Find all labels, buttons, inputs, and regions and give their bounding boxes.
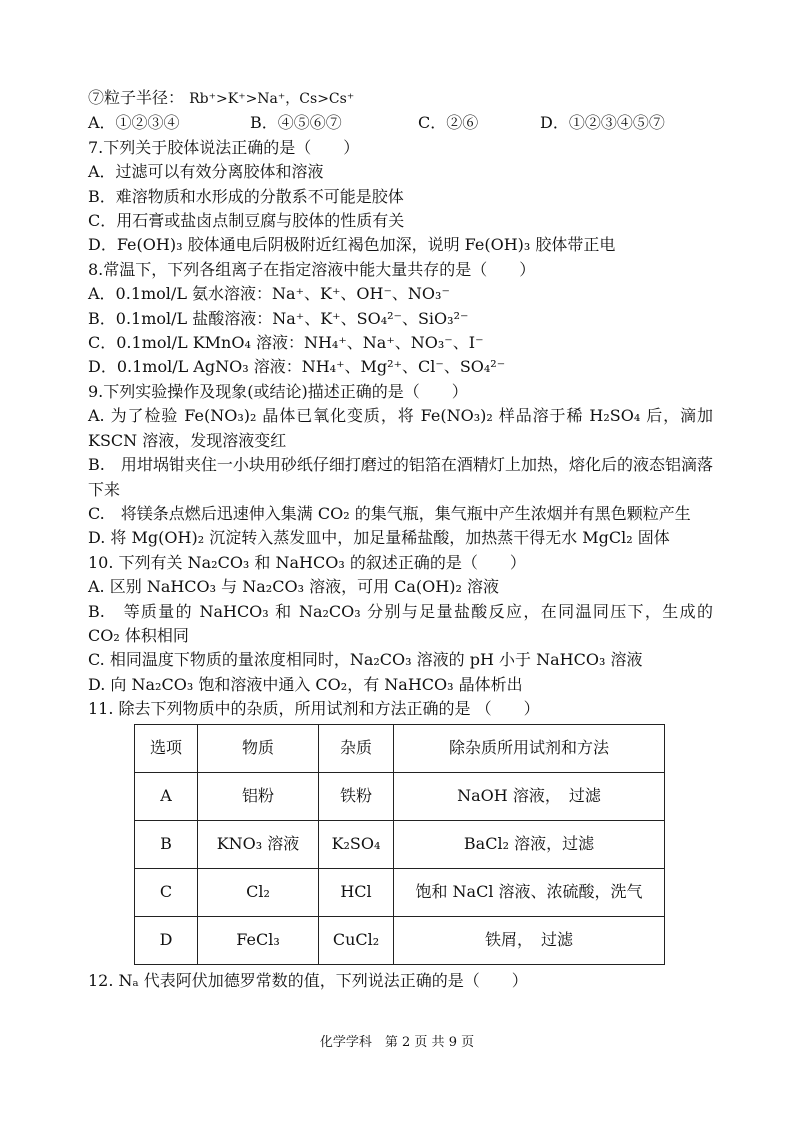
table-cell: 铁屑， 过滤 xyxy=(394,916,665,964)
q9-option-b: B. 用坩埚钳夹住一小块用砂纸仔细打磨过的铝箔在酒精灯上加热，熔化后的液态铝滴落下来 xyxy=(88,455,713,499)
table-cell: NaOH 溶液， 过滤 xyxy=(394,772,665,820)
q10-option-b: B. 等质量的 NaHCO₃ 和 Na₂CO₃ 分别与足量盐酸反应，在同温同压下，生成的 CO₂ 体积相同 xyxy=(88,601,730,645)
q7-option-c: C．用石膏或盐卤点制豆腐与胶体的性质有关 xyxy=(88,211,405,231)
q9-stem: 9.下列实验操作及现象(或结论)描述正确的是（ ） xyxy=(88,381,468,401)
ion-radius-order: Rb⁺>K⁺>Na⁺，Cs>Cs⁺ xyxy=(189,91,355,107)
q8-stem: 8.常温下，下列各组离子在指定溶液中能大量共存的是（ ） xyxy=(88,259,536,279)
q6-option-d: D．①②③④⑤⑦ xyxy=(540,113,665,133)
table-cell: A xyxy=(135,772,198,820)
table-cell: 饱和 NaCl 溶液、浓硫酸，洗气 xyxy=(394,868,665,916)
q6-option-a: A．①②③④ xyxy=(88,113,180,133)
q10-stem: 10. 下列有关 Na₂CO₃ 和 NaHCO₃ 的叙述正确的是（ ） xyxy=(88,552,526,572)
q8-option-b: B．0.1mol/L 盐酸溶液：Na⁺、K⁺、SO₄²⁻、SiO₃²⁻ xyxy=(88,308,469,328)
table-header-cell: 物质 xyxy=(198,724,319,772)
q7-stem: 7.下列关于胶体说法正确的是（ ） xyxy=(88,137,360,157)
table-cell: 铁粉 xyxy=(319,772,394,820)
table-cell: Cl₂ xyxy=(198,868,319,916)
table-cell: D xyxy=(135,916,198,964)
table-cell: KNO₃ 溶液 xyxy=(198,820,319,868)
q6-options xyxy=(88,111,713,135)
table-row xyxy=(135,868,665,916)
q8-option-a: A．0.1mol/L 氨水溶液：Na⁺、K⁺、OH⁻、NO₃⁻ xyxy=(88,284,450,304)
q10-option-a: A. 区别 NaHCO₃ 与 Na₂CO₃ 溶液，可用 Ca(OH)₂ 溶液 xyxy=(88,577,499,597)
table-row xyxy=(135,916,665,964)
q9-option-d: D. 将 Mg(OH)₂ 沉淀转入蒸发皿中，加足量稀盐酸，加热蒸干得无水 MgCl₂ 固体 xyxy=(88,528,670,548)
q7-option-d: D．Fe(OH)₃ 胶体通电后阴极附近红褐色加深，说明 Fe(OH)₃ 胶体带正电 xyxy=(88,235,616,255)
table-cell: HCl xyxy=(319,868,394,916)
table-cell: BaCl₂ 溶液，过滤 xyxy=(394,820,665,868)
q10-option-d: D. 向 Na₂CO₃ 饱和溶液中通入 CO₂，有 NaHCO₃ 晶体析出 xyxy=(88,674,523,694)
q6-option-c: C．②⑥ xyxy=(418,113,479,133)
q8-option-c: C．0.1mol/L KMnO₄ 溶液：NH₄⁺、Na⁺、NO₃⁻、I⁻ xyxy=(88,333,484,353)
q10-option-c: C. 相同温度下物质的量浓度相同时，Na₂CO₃ 溶液的 pH 小于 NaHCO₃ 溶液 xyxy=(88,650,643,670)
q11-stem: 11. 除去下列物质中的杂质，所用试剂和方法正确的是 （ ） xyxy=(88,699,540,719)
q8-option-d: D．0.1mol/L AgNO₃ 溶液：NH₄⁺、Mg²⁺、Cl⁻、SO₄²⁻ xyxy=(88,357,506,377)
table-cell: B xyxy=(135,820,198,868)
q7-option-a: A．过滤可以有效分离胶体和溶液 xyxy=(88,162,324,182)
q12-stem: 12. Nₐ 代表阿伏加德罗常数的值，下列说法正确的是（ ） xyxy=(88,970,528,990)
q6-option-b: B．④⑤⑥⑦ xyxy=(250,113,342,133)
exam-content xyxy=(88,86,730,993)
table-header-cell: 除杂质所用试剂和方法 xyxy=(394,724,665,772)
table-row xyxy=(135,820,665,868)
table-header-cell: 杂质 xyxy=(319,724,394,772)
table-cell: C xyxy=(135,868,198,916)
page-footer: 化学学科 第 2 页 共 9 页 xyxy=(319,1035,475,1050)
q9-option-a: A. 为了检验 Fe(NO₃)₂ 晶体已氧化变质，将 Fe(NO₃)₂ 样品溶于稀 H₂SO₄ 后，滴加 KSCN 溶液，发现溶液变红 xyxy=(88,406,713,450)
impurity-table xyxy=(134,724,665,965)
table-header-row xyxy=(135,724,665,772)
q7-option-b: B．难溶物质和水形成的分散系不可能是胶体 xyxy=(88,186,404,206)
table-cell: 铝粉 xyxy=(198,772,319,820)
table-row xyxy=(135,772,665,820)
q9-option-c: C. 将镁条点燃后迅速伸入集满 CO₂ 的集气瓶，集气瓶中产生浓烟并有黑色颗粒产生 xyxy=(88,503,691,523)
table-cell: CuCl₂ xyxy=(319,916,394,964)
table-header-cell: 选项 xyxy=(135,724,198,772)
q6-item-7: ⑦粒子半径： Rb⁺>K⁺>Na⁺，Cs>Cs⁺ xyxy=(88,88,355,107)
table-cell: K₂SO₄ xyxy=(319,820,394,868)
table-cell: FeCl₃ xyxy=(198,916,319,964)
